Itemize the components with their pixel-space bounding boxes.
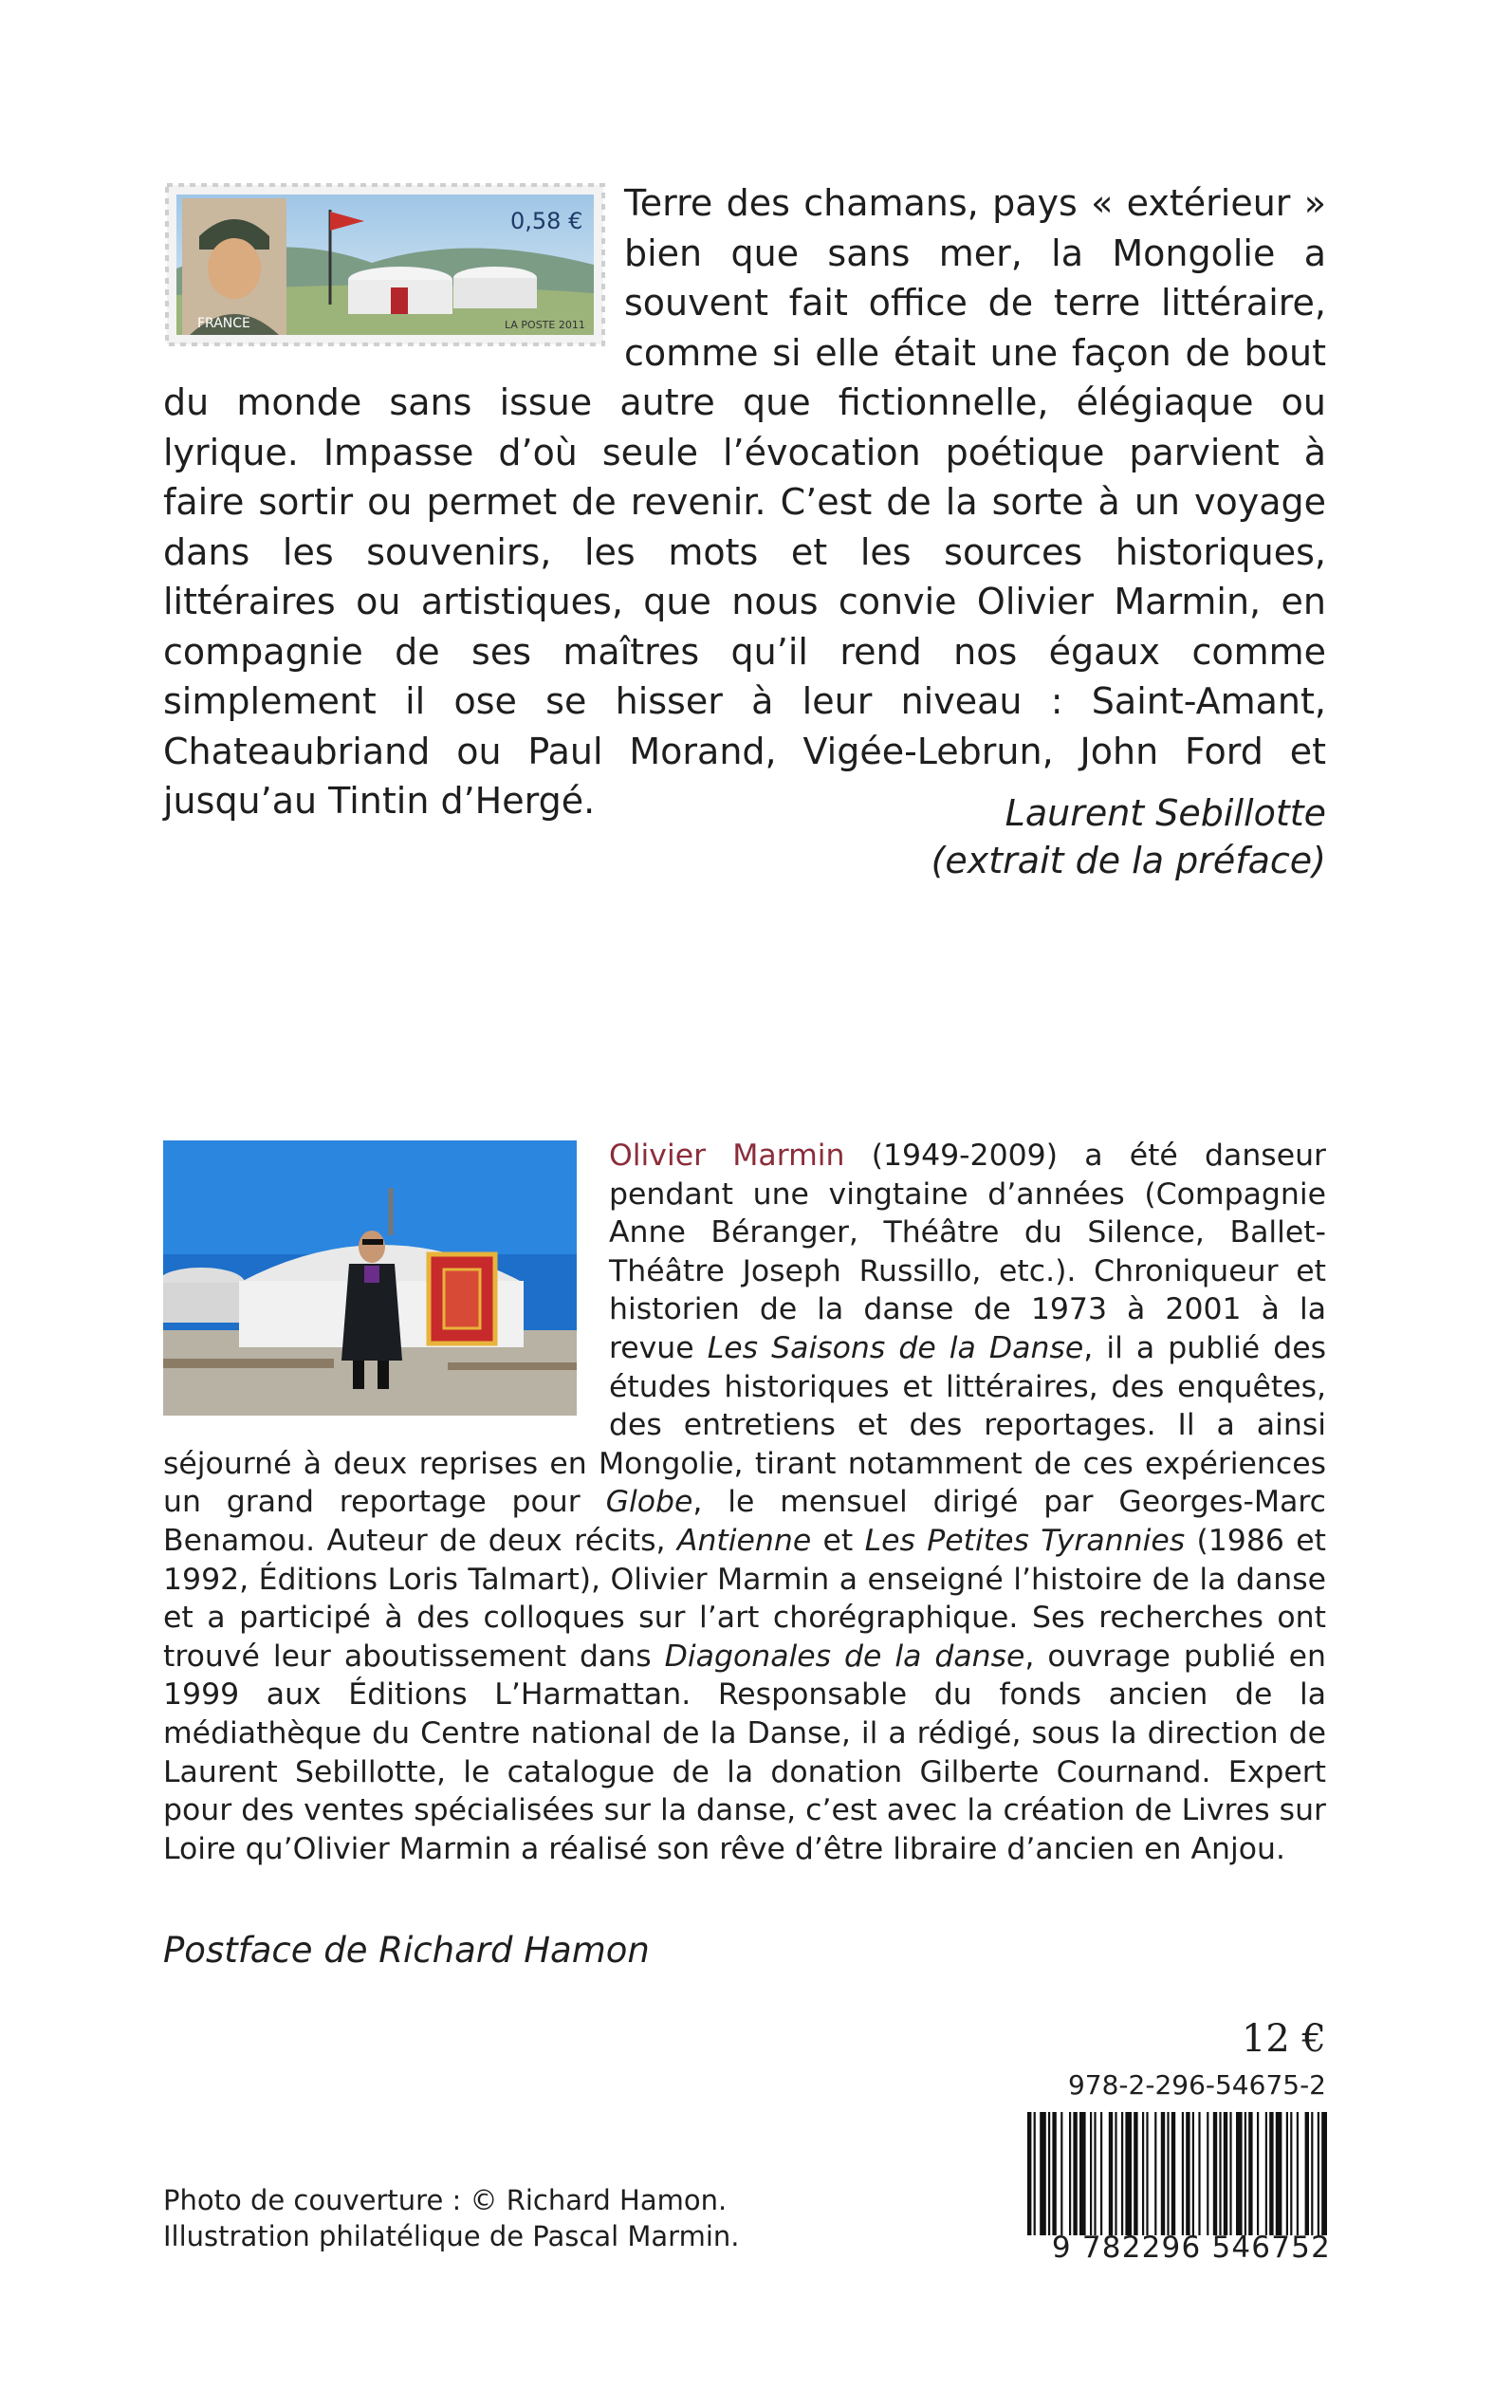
barcode-bar: [1052, 2112, 1056, 2235]
barcode-bar: [1207, 2112, 1208, 2235]
book-title-diagonales: Diagonales de la danse: [664, 1639, 1025, 1674]
photo-credit: Photo de couverture : © Richard Hamon.: [163, 2184, 728, 2216]
barcode-bar: [1198, 2112, 1200, 2235]
barcode-bar: [1171, 2112, 1175, 2235]
globe-title: Globe: [605, 1485, 693, 1520]
barcode-bar: [1276, 2112, 1282, 2235]
signature-note: (extrait de la préface): [931, 840, 1326, 881]
barcode-bar: [1161, 2112, 1165, 2235]
barcode-bar: [1257, 2112, 1259, 2235]
barcode-bar: [1154, 2112, 1156, 2235]
author-name: Olivier Marmin: [609, 1139, 845, 1173]
barcode-bar: [1090, 2112, 1092, 2235]
credits: [163, 2182, 739, 2254]
postface-credit: Postface de Richard Hamon: [163, 1930, 650, 1971]
barcode-bar: [1079, 2112, 1086, 2235]
barcode-bar: [1318, 2112, 1319, 2235]
barcode-bar: [1040, 2112, 1046, 2235]
illustration-credit: Illustration philatélique de Pascal Marmin.: [163, 2220, 740, 2252]
barcode-bar: [1073, 2112, 1077, 2235]
barcode-bar: [1094, 2112, 1096, 2235]
barcode-bar: [1060, 2112, 1062, 2235]
barcode-bar: [1286, 2112, 1288, 2235]
barcode-bar: [1311, 2112, 1313, 2235]
stamp-illustration: [163, 181, 607, 348]
barcode-bar: [1134, 2112, 1137, 2235]
author-biography: [163, 1137, 1326, 1868]
blurb-text: Terre des chamans, pays « extérieur » bien que sans mer, la Mongolie a souvent fait office de terre littéraire, comme si elle était une façon de bout du monde sans issue autre que fictionnelle, élégiaque ou lyrique. Impasse d’où seule l’évocation poétique parvient à faire sortir ou permet de revenir. C’est de la sorte à un voyage dans les souvenirs, les mots et les sources historiques, littéraires ou artistiques, que nous convie Olivier Marmin, en compagnie de ses maîtres qu’il rend nos égaux comme simplement il ose se hisser à leur niveau : Saint-Amant, Chateaubriand ou Paul Morand, Vigée-Lebrun, John Ford et jusqu’au Tintin d’Hergé.: [163, 182, 1326, 822]
barcode-bar: [1115, 2112, 1116, 2235]
barcode-bar: [1248, 2112, 1252, 2235]
barcode-bar: [1192, 2112, 1194, 2235]
barcode-bar: [1236, 2112, 1243, 2235]
barcode-bar: [1224, 2112, 1227, 2235]
barcode-bar: [1048, 2112, 1050, 2235]
signature-author: Laurent Sebillotte: [1005, 792, 1326, 834]
blurb: [163, 178, 1326, 826]
barcode-bar: [1146, 2112, 1148, 2235]
barcode-bar: [1297, 2112, 1299, 2235]
book-title-petites-tyrannies: Les Petites Tyrannies: [864, 1523, 1186, 1558]
barcode-bar: [1034, 2112, 1036, 2235]
stamp-country: FRANCE: [197, 316, 250, 331]
signature-block: [662, 789, 1326, 884]
barcode-bar: [1269, 2112, 1273, 2235]
barcode-bar: [1027, 2112, 1031, 2235]
author-photo: [163, 1140, 577, 1416]
isbn: 978-2-296-54675-2: [1067, 2069, 1326, 2101]
barcode-bar: [1069, 2112, 1071, 2235]
barcode-bar: [1290, 2112, 1292, 2235]
barcode-bar: [1229, 2112, 1231, 2235]
barcode-bar: [1100, 2112, 1102, 2235]
bio-part-1: (1949-2009) a été danseur pendant une vingtaine d’années (Compagnie Anne Béranger, Théâtre du Silence, Ballet-Théâtre Joseph Russillo, etc.). Chroniqueur et historien de la danse de 1973 à 2001 à la revue: [609, 1139, 1326, 1365]
bio-part-3: , le mensuel dirigé par Georges-Marc Benamou. Auteur de deux récits,: [163, 1485, 1326, 1558]
barcode-bar: [1142, 2112, 1144, 2235]
stamp-value: 0,58 €: [510, 208, 583, 234]
barcode: [1023, 2112, 1327, 2235]
barcode-bar: [1245, 2112, 1246, 2235]
barcode-bar: [1213, 2112, 1217, 2235]
price: 12 €: [1241, 2017, 1326, 2061]
barcode-bar: [1167, 2112, 1169, 2235]
barcode-bar: [1305, 2112, 1309, 2235]
bio-part-4: et: [811, 1523, 865, 1558]
journal-title: Les Saisons de la Danse: [707, 1330, 1084, 1365]
barcode-bar: [1321, 2112, 1327, 2235]
barcode-bar: [1219, 2112, 1221, 2235]
barcode-bar: [1182, 2112, 1184, 2235]
barcode-digits: 9 782296 546752: [1051, 2231, 1331, 2265]
bio-part-6: , ouvrage publié en 1999 aux Éditions L’Harmattan. Responsable du fonds ancien de la médiathèque du Centre national de la Danse, il a rédigé, sous la direction de Laurent Sebillotte, le catalogue de la donation Gilberte Cournand. Expert pour des ventes spécialisées sur la danse, c’est avec la création de Livres sur Loire qu’Olivier Marmin a réalisé son rêve d’être libraire d’ancien en Anjou.: [163, 1639, 1327, 1866]
barcode-bar: [1121, 2112, 1123, 2235]
bio-part-2: , il a publié des études historiques et littéraires, des enquêtes, des entretiens et des reportages. Il a ainsi séjourné à deux reprises en Mongolie, tirant notamment de ces expériences un grand reportage pour: [163, 1330, 1327, 1520]
bio-part-5: (1986 et 1992, Éditions Loris Talmart), Olivier Marmin a enseigné l’histoire de la danse et a participé à des colloques sur l’art chorégraphique. Ses recherches ont trouvé leur aboutissement dans: [163, 1523, 1327, 1674]
barcode-bar: [1125, 2112, 1132, 2235]
barcode-bar: [1186, 2112, 1189, 2235]
barcode-bar: [1265, 2112, 1267, 2235]
stamp-issuer: LA POSTE 2011: [505, 319, 585, 331]
book-title-antienne: Antienne: [676, 1523, 812, 1558]
barcode-bar: [1109, 2112, 1113, 2235]
